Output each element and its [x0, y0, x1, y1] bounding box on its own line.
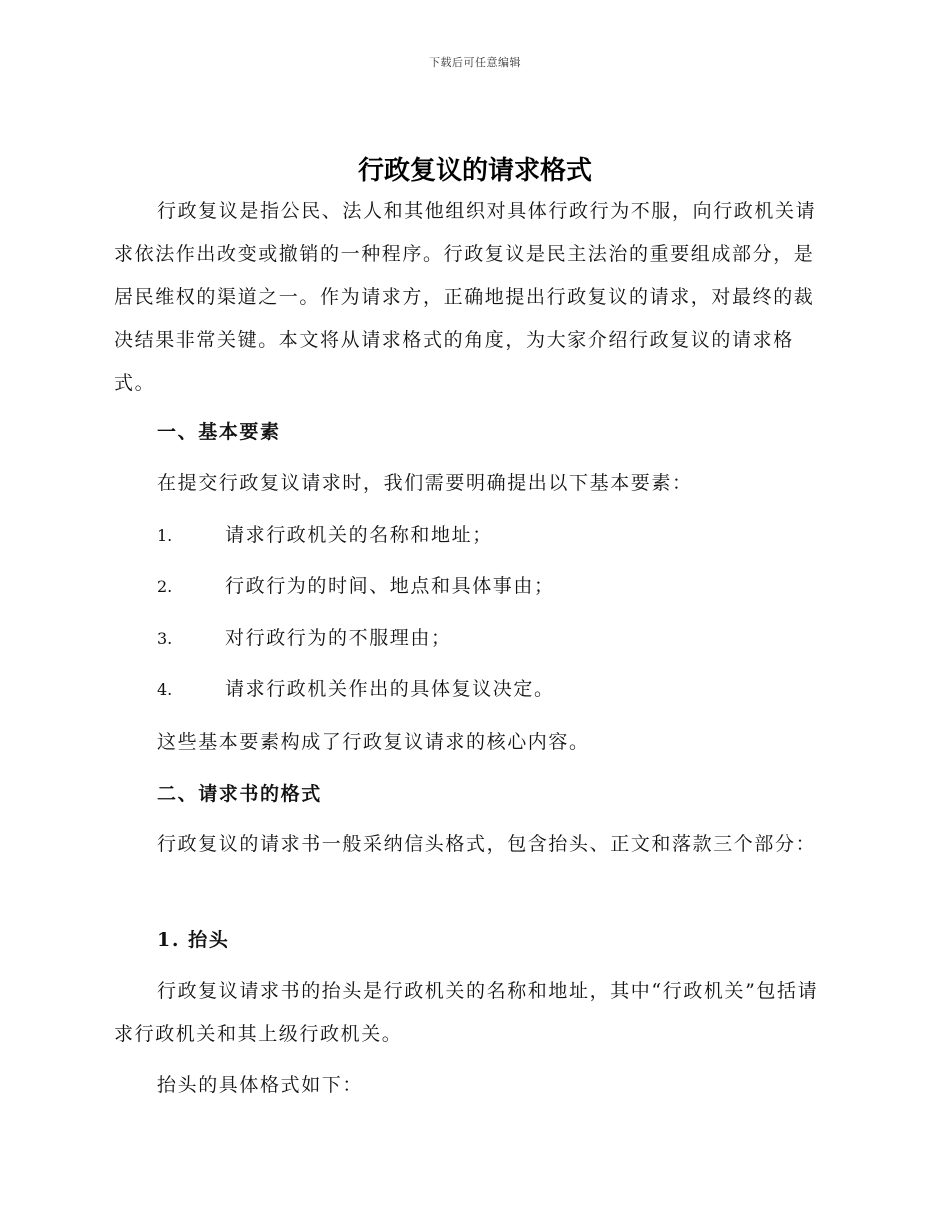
- list-item: [157, 571, 837, 602]
- list-item-number: 4.: [157, 680, 173, 699]
- intro-paragraph: 行政复议是指公民、法人和其他组织对具体行政行为不服，向行政机关请求依法作出改变或撤销的一种程序。行政复议是民主法治的重要组成部分，是居民维权的渠道之一。作为请求方，正确地提出行政复议的请求，对最终的裁决结果非常关键。本文将从请求格式的角度，为大家介绍行政复议的请求格式。: [114, 200, 817, 394]
- list-item: [157, 674, 837, 705]
- section1-lead: 在提交行政复议请求时，我们需要明确提出以下基本要素：: [157, 472, 693, 494]
- list-item-text: 行政行为的时间、地点和具体事由；: [225, 575, 555, 597]
- list-item-text: 请求行政机关作出的具体复议决定。: [225, 678, 555, 700]
- list-item: [157, 520, 837, 551]
- list-item-number: 3.: [157, 629, 173, 648]
- list-item: [157, 623, 837, 654]
- list-item-text: 请求行政机关的名称和地址；: [225, 524, 493, 546]
- section-heading-basic-elements: 一、基本要素: [157, 421, 281, 443]
- document-title: 行政复议的请求格式: [357, 156, 592, 186]
- list-item-number: 2.: [157, 577, 173, 596]
- list-item-text: 对行政行为的不服理由；: [225, 627, 452, 649]
- section-heading-request-format: 二、请求书的格式: [157, 783, 322, 805]
- section1-closing: 这些基本要素构成了行政复议请求的核心内容。: [157, 731, 590, 753]
- subheading-header: 1. 抬头: [157, 929, 230, 951]
- list-item-number: 1.: [157, 526, 173, 545]
- header-paragraph: 行政复议请求书的抬头是行政机关的名称和地址，其中“行政机关”包括请求行政机关和其上级行政机关。: [114, 980, 819, 1045]
- header-format-lead: 抬头的具体格式如下：: [157, 1074, 364, 1096]
- page-header: 下载后可任意编辑: [429, 56, 521, 69]
- section2-lead: 行政复议的请求书一般采纳信头格式，包含抬头、正文和落款三个部分：: [157, 833, 817, 855]
